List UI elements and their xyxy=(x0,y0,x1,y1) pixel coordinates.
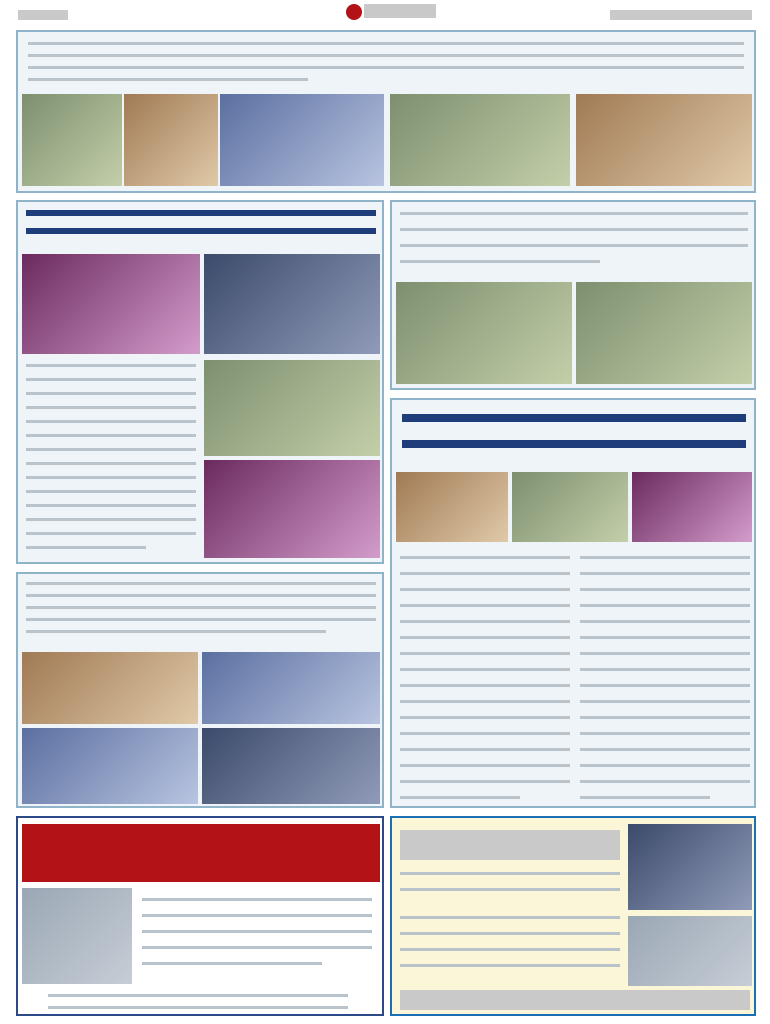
advertisement-right xyxy=(390,816,756,1016)
text-line xyxy=(580,652,750,655)
text-line xyxy=(400,556,570,559)
photo xyxy=(632,472,752,542)
text-line xyxy=(26,618,376,621)
photo xyxy=(220,94,384,186)
text-line xyxy=(142,914,372,917)
text-line xyxy=(400,932,620,935)
text-line xyxy=(400,604,570,607)
photo xyxy=(22,652,198,724)
photo xyxy=(396,472,508,542)
text-line xyxy=(580,764,750,767)
text-line xyxy=(580,668,750,671)
story-new-year xyxy=(390,200,756,390)
text-line xyxy=(400,748,570,751)
text-line xyxy=(26,518,196,521)
top-story xyxy=(16,30,756,193)
text-line xyxy=(400,732,570,735)
ad-phone-block xyxy=(400,990,750,1010)
photo xyxy=(22,254,200,354)
story-agri-clinic xyxy=(16,200,384,564)
text-line xyxy=(142,930,372,933)
text-line xyxy=(400,588,570,591)
text-line xyxy=(400,796,520,799)
text-line xyxy=(28,42,744,45)
photo xyxy=(22,888,132,984)
photo xyxy=(202,728,380,804)
photo xyxy=(22,728,198,804)
headline-line xyxy=(26,228,376,234)
text-line xyxy=(400,228,748,231)
photo xyxy=(628,824,752,910)
story-mou-signing xyxy=(16,572,384,808)
text-line xyxy=(26,420,196,423)
text-line xyxy=(26,476,196,479)
text-line xyxy=(400,212,748,215)
masthead-block xyxy=(364,4,436,18)
ad-title-block xyxy=(400,830,620,860)
story-games-village xyxy=(390,398,756,808)
text-line xyxy=(28,78,308,81)
photo xyxy=(512,472,628,542)
text-line xyxy=(580,556,750,559)
photo xyxy=(22,94,122,186)
text-line xyxy=(400,780,570,783)
photo xyxy=(396,282,572,384)
text-line xyxy=(400,964,620,967)
text-line xyxy=(580,716,750,719)
text-line xyxy=(400,684,570,687)
text-line xyxy=(580,636,750,639)
text-line xyxy=(400,244,748,247)
text-line xyxy=(580,700,750,703)
text-line xyxy=(580,748,750,751)
text-line xyxy=(48,994,348,997)
text-line xyxy=(580,572,750,575)
text-line xyxy=(580,620,750,623)
text-line xyxy=(400,948,620,951)
text-line xyxy=(142,898,372,901)
text-line xyxy=(400,636,570,639)
page-header xyxy=(14,0,756,26)
text-line xyxy=(26,434,196,437)
headline-line xyxy=(402,440,746,448)
text-line xyxy=(400,572,570,575)
photo xyxy=(202,652,380,724)
text-line xyxy=(400,668,570,671)
text-line xyxy=(26,392,196,395)
text-line xyxy=(580,732,750,735)
text-line xyxy=(580,588,750,591)
text-line xyxy=(26,364,196,367)
text-line xyxy=(26,630,326,633)
text-line xyxy=(580,796,710,799)
photo xyxy=(204,360,380,456)
photo xyxy=(576,282,752,384)
text-line xyxy=(26,406,196,409)
advertisement-left xyxy=(16,816,384,1016)
page-number-block xyxy=(18,10,68,20)
text-line xyxy=(400,916,620,919)
text-line xyxy=(400,700,570,703)
text-line xyxy=(26,532,196,535)
issue-date-block xyxy=(610,10,752,20)
text-line xyxy=(400,764,570,767)
text-line xyxy=(400,872,620,875)
headline-line xyxy=(402,414,746,422)
text-line xyxy=(26,582,376,585)
photo xyxy=(124,94,218,186)
text-line xyxy=(400,888,620,891)
photo xyxy=(628,916,752,986)
text-line xyxy=(400,652,570,655)
text-line xyxy=(26,606,376,609)
text-line xyxy=(580,780,750,783)
text-line xyxy=(26,462,196,465)
text-line xyxy=(28,66,744,69)
text-line xyxy=(26,490,196,493)
text-line xyxy=(26,504,196,507)
headline-line xyxy=(26,210,376,216)
text-line xyxy=(400,716,570,719)
text-line xyxy=(400,620,570,623)
text-line xyxy=(580,684,750,687)
text-line xyxy=(28,54,744,57)
text-line xyxy=(580,604,750,607)
photo xyxy=(576,94,752,186)
text-line xyxy=(26,594,376,597)
text-line xyxy=(400,260,600,263)
text-line xyxy=(142,946,372,949)
photo xyxy=(204,460,380,558)
text-line xyxy=(142,962,322,965)
ad-banner xyxy=(22,824,380,882)
text-line xyxy=(48,1006,348,1009)
logo-icon xyxy=(346,4,362,20)
text-line xyxy=(26,378,196,381)
photo xyxy=(204,254,380,354)
photo xyxy=(390,94,570,186)
text-line xyxy=(26,448,196,451)
text-line xyxy=(26,546,146,549)
